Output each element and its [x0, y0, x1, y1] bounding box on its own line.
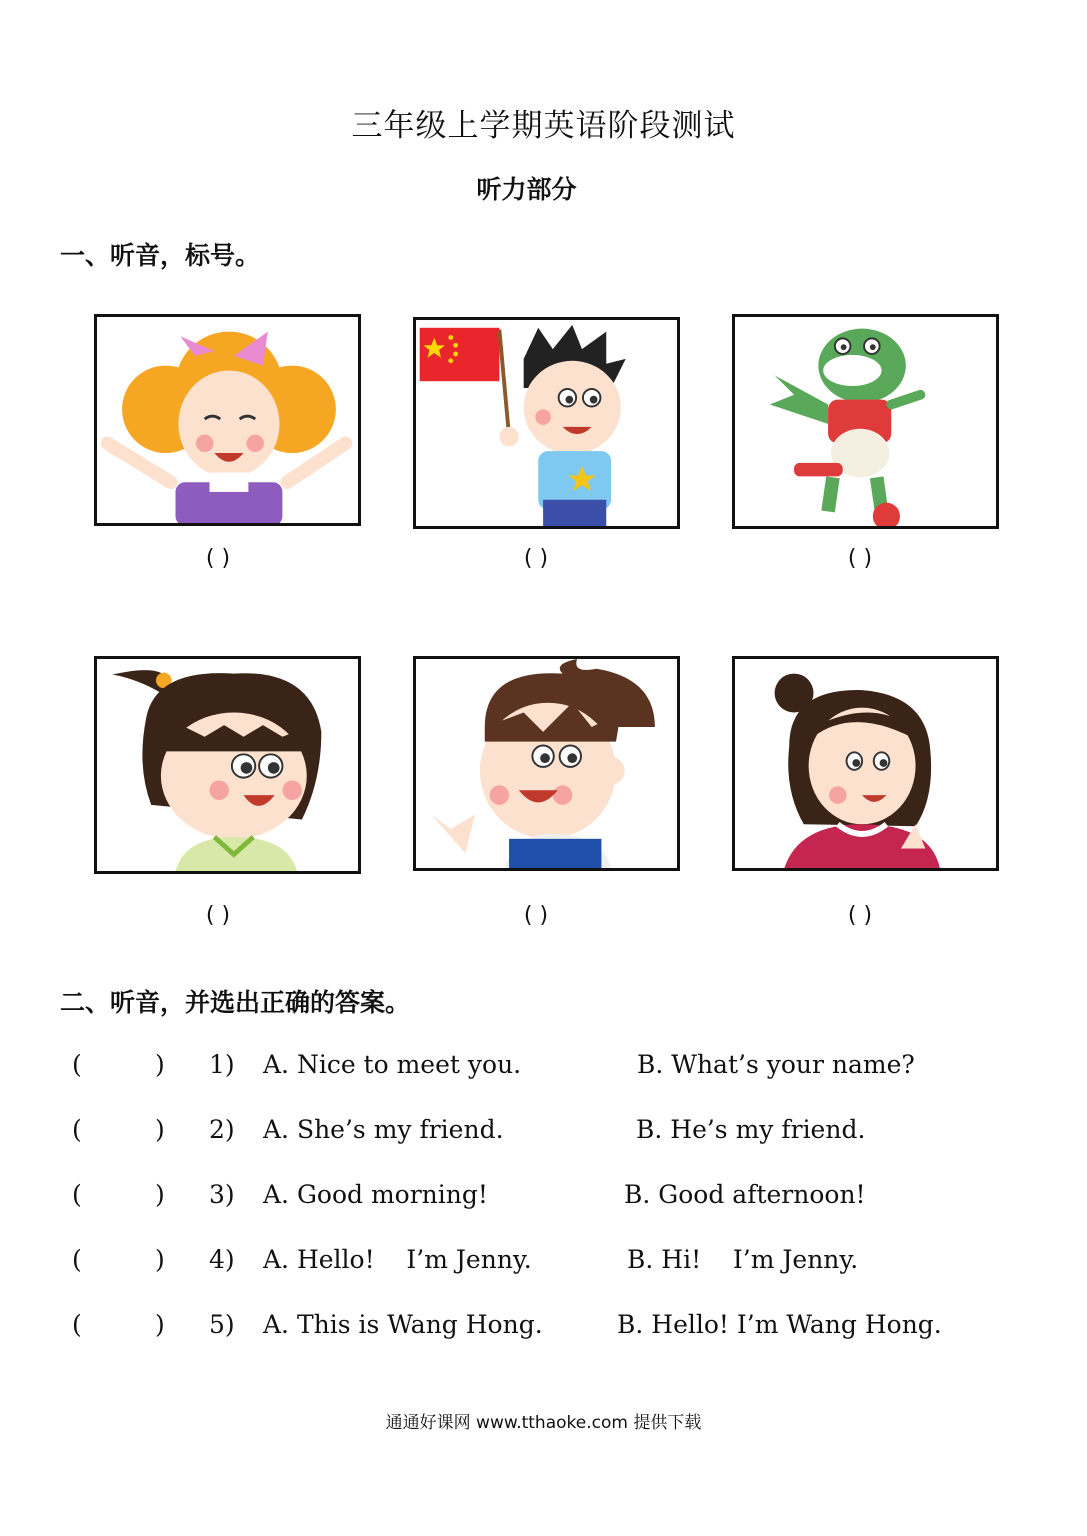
answer-blank-5: ( ): [523, 903, 549, 928]
woman-teacher-picture: [732, 656, 999, 871]
open-paren: (: [72, 1115, 82, 1144]
option-b: B. Good afternoon!: [624, 1180, 866, 1209]
answer-blank-3: ( ): [847, 546, 873, 571]
section2-heading: 二、听音，并选出正确的答案。: [60, 988, 411, 1017]
question-row-3: [0, 1180, 1087, 1220]
option-a: A. This is Wang Hong.: [263, 1310, 543, 1339]
close-paren: ): [155, 1050, 165, 1079]
question-number: 1): [209, 1050, 235, 1079]
close-paren: ): [155, 1245, 165, 1274]
option-b: B. What’s your name?: [637, 1050, 915, 1079]
ponytail-girl-icon: [97, 659, 358, 871]
close-paren: ): [155, 1310, 165, 1339]
question-number: 3): [209, 1180, 235, 1209]
footer-credit: 通通好课网 www.tthaoke.com 提供下载: [385, 1413, 702, 1433]
boy-with-flag-picture: [413, 317, 680, 529]
waving-boy-icon: [416, 659, 677, 868]
open-paren: (: [72, 1245, 82, 1274]
dinosaur-picture: [732, 314, 999, 529]
answer-blank-1: ( ): [205, 546, 231, 571]
boy-waving-picture: [413, 656, 680, 871]
dinosaur-icon: [735, 317, 996, 526]
answer-blank-4: ( ): [205, 903, 231, 928]
curly-hair-girl-icon: [97, 317, 358, 523]
option-a: A. Hello! I’m Jenny.: [263, 1245, 532, 1274]
teacher-icon: [735, 659, 996, 868]
option-b: B. Hello! I’m Wang Hong.: [617, 1310, 942, 1339]
answer-blank-6: ( ): [847, 903, 873, 928]
open-paren: (: [72, 1050, 82, 1079]
open-paren: (: [72, 1310, 82, 1339]
option-a: A. Good morning!: [263, 1180, 488, 1209]
question-row-5: [0, 1310, 1087, 1350]
open-paren: (: [72, 1180, 82, 1209]
option-a: A. Nice to meet you.: [263, 1050, 522, 1079]
question-row-1: [0, 1050, 1087, 1090]
question-number: 2): [209, 1115, 235, 1144]
question-row-2: [0, 1115, 1087, 1155]
section1-heading: 一、听音，标号。: [60, 241, 261, 270]
close-paren: ): [155, 1115, 165, 1144]
girl-with-bow-picture: [94, 314, 361, 526]
girl-ponytail-picture: [94, 656, 361, 874]
close-paren: ): [155, 1180, 165, 1209]
page-subtitle: 听力部分: [476, 175, 577, 204]
question-number: 4): [209, 1245, 235, 1274]
answer-blank-2: ( ): [523, 546, 549, 571]
option-b: B. Hi! I’m Jenny.: [627, 1245, 859, 1274]
question-row-4: [0, 1245, 1087, 1285]
option-a: A. She’s my friend.: [263, 1115, 504, 1144]
boy-flag-icon: [416, 320, 677, 526]
option-b: B. He’s my friend.: [636, 1115, 866, 1144]
question-number: 5): [209, 1310, 235, 1339]
page-title: 三年级上学期英语阶段测试: [351, 108, 736, 144]
